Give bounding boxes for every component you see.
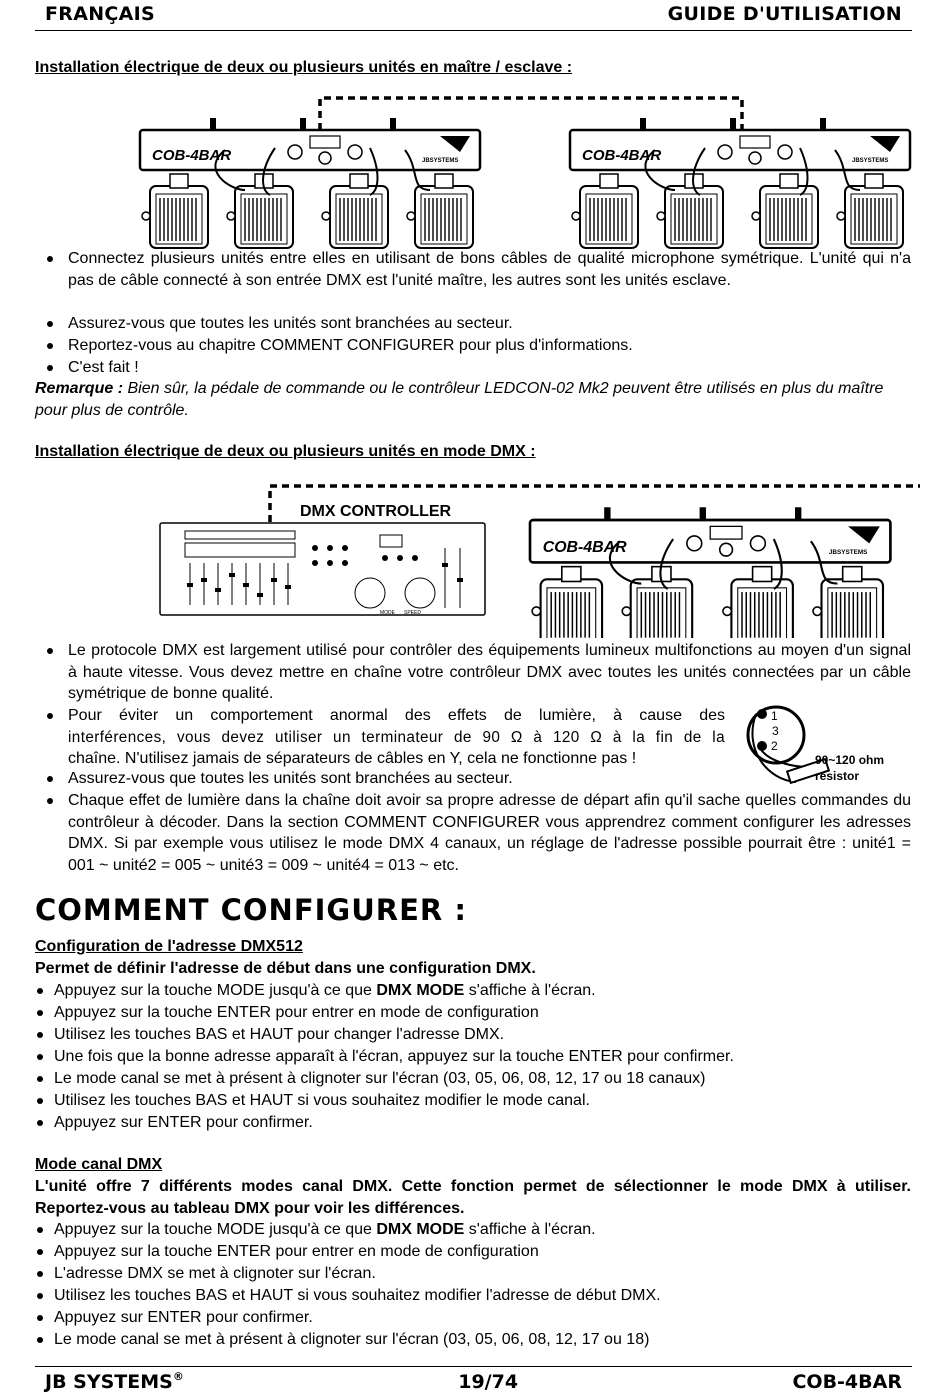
header-guide-title: GUIDE D'UTILISATION bbox=[667, 3, 902, 26]
list-item: Le mode canal se met à présent à clignoter sur l'écran (03, 05, 06, 08, 12, 17 ou 18 canaux) bbox=[54, 1070, 706, 1087]
dmx-diagram bbox=[155, 478, 925, 638]
list-item: Le protocole DMX est largement utilisé pour contrôler des équipements lumineux multifonctions au moyen d'un signal à haute vitesse. Vous devez mettre en chaîne votre contrôleur DMX avec toutes les unités connectées par un câble symétrique de bonne qualité. bbox=[68, 642, 911, 703]
list-item: Appuyez sur la touche MODE jusqu'à ce que DMX MODE s'affiche à l'écran. bbox=[54, 982, 596, 999]
list-item: Assurez-vous que toutes les unités sont branchées au secteur. bbox=[68, 770, 513, 787]
list-item: Reportez-vous au chapitre COMMENT CONFIGURER pour plus d'informations. bbox=[68, 337, 633, 354]
list-item: Appuyez sur la touche ENTER pour entrer en mode de configuration bbox=[54, 1243, 539, 1260]
resistor-label-value: 90~120 ohm bbox=[815, 753, 885, 767]
section-title-dmx: Installation électrique de deux ou plusieurs unités en mode DMX : bbox=[35, 443, 536, 460]
master-slave-diagram bbox=[130, 90, 920, 250]
footer-product: COB-4BAR bbox=[792, 1371, 902, 1394]
list-item: Pour éviter un comportement anormal des effets de lumière, à cause des interférences, vous devez utiliser un terminateur de 90 Ω à 120 Ω à la fin de la chaîne. N'utilisez jamais de séparateurs de câbles en Y, cela ne fonctionne pas ! bbox=[68, 707, 725, 768]
unit3-label: COB-4BAR bbox=[542, 538, 627, 556]
subsection-lead-dmx-address: Permet de définir l'adresse de début dans une configuration DMX. bbox=[35, 960, 536, 977]
list-item: Appuyez sur la touche MODE jusqu'à ce que DMX MODE s'affiche à l'écran. bbox=[54, 1221, 596, 1238]
list-item: L'adresse DMX se met à clignoter sur l'écran. bbox=[54, 1265, 376, 1282]
header-language: FRANÇAIS bbox=[45, 3, 156, 26]
unit2-brand: JBSYSTEMS bbox=[852, 158, 889, 164]
unit1-label: COB-4BAR bbox=[152, 147, 232, 164]
dmx-controller bbox=[160, 523, 485, 616]
list-item: Chaque effet de lumière dans la chaîne doit avoir sa propre adresse de départ afin qu'il sache quelles commandes du contrôleur à décoder. Dans la section COMMENT CONFIGURER vous apprendrez comment configurer les adresses DMX. Si par exemple vous utilisez le mode DMX 4 canaux, un réglage de l'adresse possible pourrait être : unité1 = 001 ~ unité2 = 005 ~ unité3 = 009 ~ unité4 = 013 ~ etc. bbox=[68, 792, 911, 874]
list-item: Une fois que la bonne adresse apparaît à l'écran, appuyez sur la touche ENTER pour confirmer. bbox=[54, 1048, 734, 1065]
list-item: Utilisez les touches BAS et HAUT si vous souhaitez modifier l'adresse de début DMX. bbox=[54, 1287, 661, 1304]
remark-label: Remarque : bbox=[35, 380, 124, 397]
section-title-master-slave: Installation électrique de deux ou plusieurs unités en maître / esclave : bbox=[35, 59, 573, 76]
list-item: Appuyez sur ENTER pour confirmer. bbox=[54, 1309, 313, 1326]
footer-brand: JB SYSTEMS® bbox=[45, 1370, 184, 1394]
unit1-brand: JBSYSTEMS bbox=[422, 158, 459, 164]
controller-speed-label: SPEED bbox=[404, 610, 421, 616]
list-item: C'est fait ! bbox=[68, 359, 139, 376]
remark-note bbox=[35, 378, 895, 421]
section-title-configure: COMMENT CONFIGURER : bbox=[35, 893, 467, 927]
remark-text: Bien sûr, la pédale de commande ou le contrôleur LEDCON-02 Mk2 peuvent être utilisés en plus du maître pour plus de contrôle. bbox=[35, 380, 884, 419]
subsection-lead-channel-mode: L'unité offre 7 différents modes canal DMX. Cette fonction permet de sélectionner le mode DMX à utiliser. Reportez-vous au tableau DMX pour voir les différences. bbox=[35, 1178, 911, 1217]
pin2-label: 2 bbox=[771, 739, 778, 753]
list-item: Appuyez sur la touche ENTER pour entrer en mode de configuration bbox=[54, 1004, 539, 1021]
dmx-controller-label: DMX CONTROLLER bbox=[300, 503, 452, 520]
subsection-title-dmx-address: Configuration de l'adresse DMX512 bbox=[35, 938, 303, 955]
list-item: Utilisez les touches BAS et HAUT pour changer l'adresse DMX. bbox=[54, 1026, 505, 1043]
footer-page-number: 19/74 bbox=[458, 1371, 519, 1394]
list-item: Utilisez les touches BAS et HAUT si vous souhaitez modifier le mode canal. bbox=[54, 1092, 590, 1109]
pin3-label: 3 bbox=[772, 724, 779, 738]
list-item: Appuyez sur ENTER pour confirmer. bbox=[54, 1114, 313, 1131]
unit2-label: COB-4BAR bbox=[582, 147, 662, 164]
list-item: Le mode canal se met à présent à clignoter sur l'écran (03, 05, 06, 08, 12, 17 ou 18) bbox=[54, 1331, 650, 1348]
controller-mode-label: MODE bbox=[380, 610, 395, 616]
list-item: Assurez-vous que toutes les unités sont branchées au secteur. bbox=[68, 315, 513, 332]
page-footer bbox=[35, 1366, 912, 1394]
subsection-title-channel-mode: Mode canal DMX bbox=[35, 1156, 163, 1173]
page-header bbox=[35, 3, 912, 31]
pin1-label: 1 bbox=[771, 709, 778, 723]
list-item: Connectez plusieurs unités entre elles en utilisant de bons câbles de qualité microphone symétrique. L'unité qui n'a pas de câble connecté à son entrée DMX est l'unité maître, les autres sont les unités esclave. bbox=[68, 250, 911, 289]
unit3-brand: JBSYSTEMS bbox=[828, 548, 868, 556]
resistor-label-name: resistor bbox=[815, 769, 860, 783]
